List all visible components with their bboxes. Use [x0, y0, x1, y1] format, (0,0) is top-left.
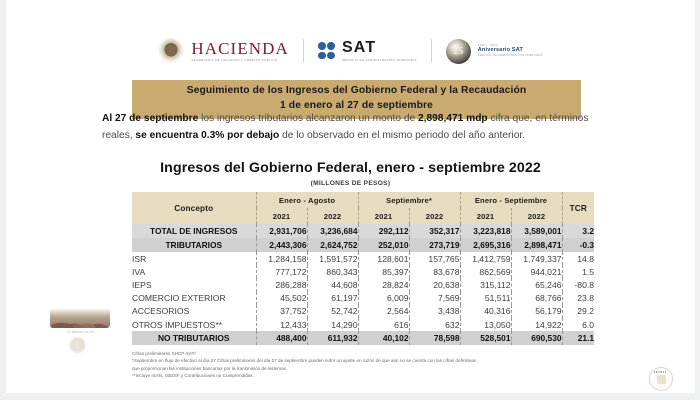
th-enero-septiembre: Enero - Septiembre [460, 192, 562, 208]
row-concept-label: OTROS IMPUESTOS** [132, 318, 256, 331]
row-value-cell: 44,608 [307, 278, 358, 291]
row-value-cell: 6,009 [358, 292, 409, 305]
row-value-cell: 85,397 [358, 265, 409, 278]
sat-subtitle: SERVICIO DE ADMINISTRACIÓN TRIBUTARIA [341, 57, 417, 62]
row-value-cell: 157,765 [409, 252, 460, 265]
row-value-cell: 3.2 [562, 224, 594, 238]
anniversary-wordmark: Aniversario SAT [477, 47, 524, 54]
table-body [132, 224, 594, 345]
row-value-cell: 52,742 [307, 305, 358, 318]
summary-text-2: cifra que, en términos reales, [102, 113, 589, 141]
row-value-cell: 286,288 [256, 278, 307, 291]
row-value-cell: 352,317 [409, 224, 460, 238]
row-value-cell: 37,752 [256, 305, 307, 318]
summary-bold-amount: 2,898,471 mdp [417, 113, 488, 124]
sat-wordmark: SAT [341, 39, 377, 57]
banner-line-1: Seguimiento de los Ingresos del Gobierno Federal y la Recaudación [186, 85, 527, 96]
row-value-cell: 14.8 [562, 252, 594, 265]
row-value-cell: 611,932 [307, 331, 358, 345]
row-value-cell: 3,236,684 [307, 224, 358, 238]
anniversary-years: 1997 - 2022 [477, 42, 499, 47]
table-row [132, 265, 594, 278]
row-value-cell: 3,223,818 [460, 224, 511, 238]
row-value-cell: 65,246 [511, 278, 562, 291]
row-concept-label: TRIBUTARIOS [132, 238, 256, 252]
row-value-cell: 40,316 [460, 305, 511, 318]
row-value-cell: 1.5 [562, 265, 594, 278]
hacienda-logo [144, 38, 303, 64]
table-header [132, 192, 594, 224]
hacienda-subtitle: SECRETARÍA DE HACIENDA Y CRÉDITO PÚBLICO [191, 58, 278, 63]
table-title: Ingresos del Gobierno Federal, enero - septiembre 2022 [160, 160, 541, 176]
th-tcr: TCR [562, 192, 594, 224]
anniversary-seal-number: 25 [453, 45, 464, 57]
row-value-cell: 292,112 [358, 224, 409, 238]
hacienda-wordmark: HACIENDA [191, 38, 289, 58]
row-value-cell: 29.2 [562, 305, 594, 318]
row-value-cell: 3,589,001 [511, 224, 562, 238]
anniversary-subtitle: SERVICIO DE ADMINISTRACIÓN TRIBUTARIA [477, 54, 543, 58]
th-enero-agosto: Enero - Agosto [256, 192, 358, 208]
table-row [132, 318, 594, 331]
th-year-sep-2022: 2022 [409, 208, 460, 224]
row-value-cell: 2,624,752 [307, 238, 358, 252]
row-value-cell: 1,749,337 [511, 252, 562, 265]
row-concept-label: ACCESORIOS [132, 305, 256, 318]
row-concept-label: IEPS [132, 278, 256, 291]
row-value-cell: 252,010 [358, 238, 409, 252]
institutional-seal-icon [649, 367, 673, 391]
row-value-cell: 1,591,572 [307, 252, 358, 265]
row-value-cell: 690,530 [511, 331, 562, 345]
row-value-cell: 20,638 [409, 278, 460, 291]
revenue-table [132, 192, 594, 345]
row-concept-label: NO TRIBUTARIOS [132, 331, 256, 345]
row-value-cell: 21.1 [562, 331, 594, 345]
row-value-cell: 862,569 [460, 265, 511, 278]
row-value-cell: 616 [358, 318, 409, 331]
row-value-cell: 83,678 [409, 265, 460, 278]
summary-bold-variation: se encuentra 0.3% por debajo [135, 129, 280, 141]
table-row [132, 224, 594, 238]
row-value-cell: 488,400 [256, 331, 307, 345]
table-subtitle: (MILLONES DE PESOS) [310, 180, 391, 187]
row-value-cell: 56,179 [511, 305, 562, 318]
table-footnotes [132, 350, 592, 380]
row-value-cell: 45,502 [256, 292, 307, 305]
th-year-ea-2021: 2021 [256, 208, 307, 224]
th-year-ea-2022: 2022 [307, 208, 358, 224]
table-row [132, 292, 594, 305]
th-concepto: Concepto [132, 192, 256, 224]
table-row [132, 238, 594, 252]
row-value-cell: 528,501 [460, 331, 511, 345]
summary-text-3: de lo observado en el mismo periodo del año anterior. [279, 129, 526, 141]
row-value-cell: 78,598 [409, 331, 460, 345]
table-row [132, 331, 594, 345]
th-septiembre: Septiembre* [358, 192, 460, 208]
row-value-cell: -80.8 [562, 278, 594, 291]
row-value-cell: 14,922 [511, 318, 562, 331]
row-value-cell: 860,343 [307, 265, 358, 278]
banner-line-2: 1 de enero al 27 de septiembre [280, 99, 433, 111]
government-seal-icon [69, 337, 86, 354]
mexican-eagle-seal-icon [158, 38, 184, 64]
row-value-cell: 13,050 [460, 318, 511, 331]
table-row [132, 278, 594, 291]
footnote-3: **Incluye ISAN, ISEDIF y Contribuciones no Comprendidas. [132, 373, 254, 379]
row-value-cell: 12,433 [256, 318, 307, 331]
row-value-cell: 128,601 [358, 252, 409, 265]
row-value-cell: 1,412,759 [460, 252, 511, 265]
row-value-cell: 51,511 [460, 292, 511, 305]
footnote-0: Cifras preliminares SHCP-SAT/ [132, 351, 196, 356]
th-year-sep-2021: 2021 [358, 208, 409, 224]
table-row [132, 252, 594, 265]
row-value-cell: 2,443,306 [256, 238, 307, 252]
row-value-cell: 61,197 [307, 292, 358, 305]
row-value-cell: -0.3 [562, 238, 594, 252]
th-year-es-2022: 2022 [511, 208, 562, 224]
aniversario-logo [432, 39, 557, 64]
summary-paragraph [102, 111, 610, 144]
row-value-cell: 632 [409, 318, 460, 331]
row-value-cell: 273,719 [409, 238, 460, 252]
summary-text-1: los ingresos tributarios alcanzaron un monto de [198, 113, 418, 124]
institutional-logo-bar [6, 33, 695, 69]
monument-photo-icon [50, 308, 114, 334]
row-value-cell: 7,569 [409, 292, 460, 305]
th-year-es-2021: 2021 [460, 208, 511, 224]
footnote-1: *Septiembre en flujo de efectivo al día 27 Cifras preliminares del día 27 de septiembre pueden sufrir un ajuste en razón de que aún no se cuenta con las cifras definitivas [132, 358, 476, 364]
footnote-2: que proporcionan las instituciones bancarias por la transmisión de sistemas. [132, 365, 288, 371]
monument-caption: Tu Mexico es mi... [66, 330, 98, 334]
sat-logo [304, 40, 431, 61]
summary-bold-date: Al 27 de septiembre [102, 113, 199, 124]
row-value-cell: 2,898,471 [511, 238, 562, 252]
row-concept-label: COMERCIO EXTERIOR [132, 292, 256, 305]
row-value-cell: 40,102 [358, 331, 409, 345]
row-value-cell: 3,438 [409, 305, 460, 318]
row-value-cell: 777,172 [256, 265, 307, 278]
row-value-cell: 23.8 [562, 292, 594, 305]
row-concept-label: TOTAL DE INGRESOS [132, 224, 256, 238]
row-concept-label: ISR [132, 252, 256, 265]
row-value-cell: 6.0 [562, 318, 594, 331]
row-value-cell: 315,112 [460, 278, 511, 291]
row-value-cell: 2,695,316 [460, 238, 511, 252]
row-concept-label: IVA [132, 265, 256, 278]
row-value-cell: 1,284,158 [256, 252, 307, 265]
anniversary-seal-icon [446, 39, 471, 64]
row-value-cell: 28,824 [358, 278, 409, 291]
sat-four-dots-icon [318, 42, 335, 59]
row-value-cell: 2,564 [358, 305, 409, 318]
row-value-cell: 14,290 [307, 318, 358, 331]
row-value-cell: 2,931,706 [256, 224, 307, 238]
row-value-cell: 68,766 [511, 292, 562, 305]
table-row [132, 305, 594, 318]
row-value-cell: 944,021 [511, 265, 562, 278]
